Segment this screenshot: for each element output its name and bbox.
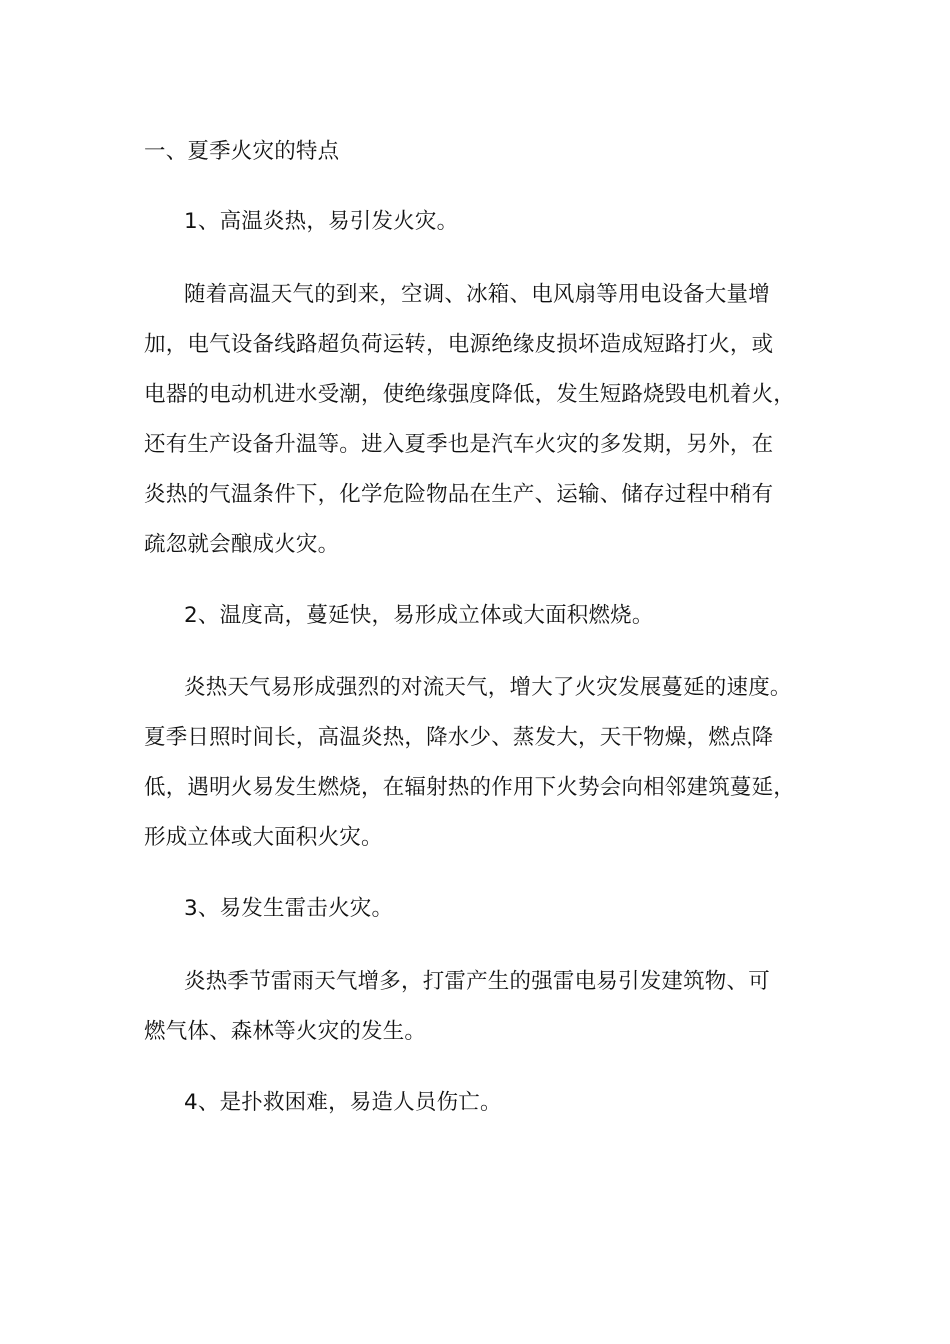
paragraph-line: 炎热季节雷雨天气增多，打雷产生的强雷电易引发建筑物、可 [184, 969, 770, 994]
paragraph-line: 形成立体或大面积火灾。 [144, 825, 383, 850]
paragraph-line: 炎热天气易形成强烈的对流天气，增大了火灾发展蔓延的速度。 [184, 675, 792, 700]
paragraph-line: 燃气体、森林等火灾的发生。 [144, 1019, 427, 1044]
paragraph-line: 电器的电动机进水受潮，使绝缘强度降低，发生短路烧毁电机着火， [144, 382, 796, 407]
paragraph-line: 炎热的气温条件下，化学危险物品在生产、运输、储存过程中稍有 [144, 482, 774, 507]
paragraph-line: 随着高温天气的到来，空调、冰箱、电风扇等用电设备大量增 [184, 282, 770, 307]
paragraph-line: 夏季日照时间长，高温炎热，降水少、蒸发大，天干物燥，燃点降 [144, 725, 774, 750]
paragraph-line: 还有生产设备升温等。进入夏季也是汽车火灾的多发期，另外，在 [144, 432, 774, 457]
paragraph-line: 加，电气设备线路超负荷运转，电源绝缘皮损坏造成短路打火，或 [144, 332, 774, 357]
item-heading: 3、易发生雷击火灾。 [184, 896, 394, 921]
section-heading: 一、夏季火灾的特点 [144, 139, 340, 164]
item-heading: 4、是扑救困难，易造人员伤亡。 [184, 1090, 502, 1115]
paragraph-line: 低，遇明火易发生燃烧，在辐射热的作用下火势会向相邻建筑蔓延， [144, 775, 796, 800]
item-heading: 1、高温炎热，易引发火灾。 [184, 209, 459, 234]
paragraph-line: 疏忽就会酿成火灾。 [144, 532, 340, 557]
item-heading: 2、温度高，蔓延快，易形成立体或大面积燃烧。 [184, 603, 654, 628]
